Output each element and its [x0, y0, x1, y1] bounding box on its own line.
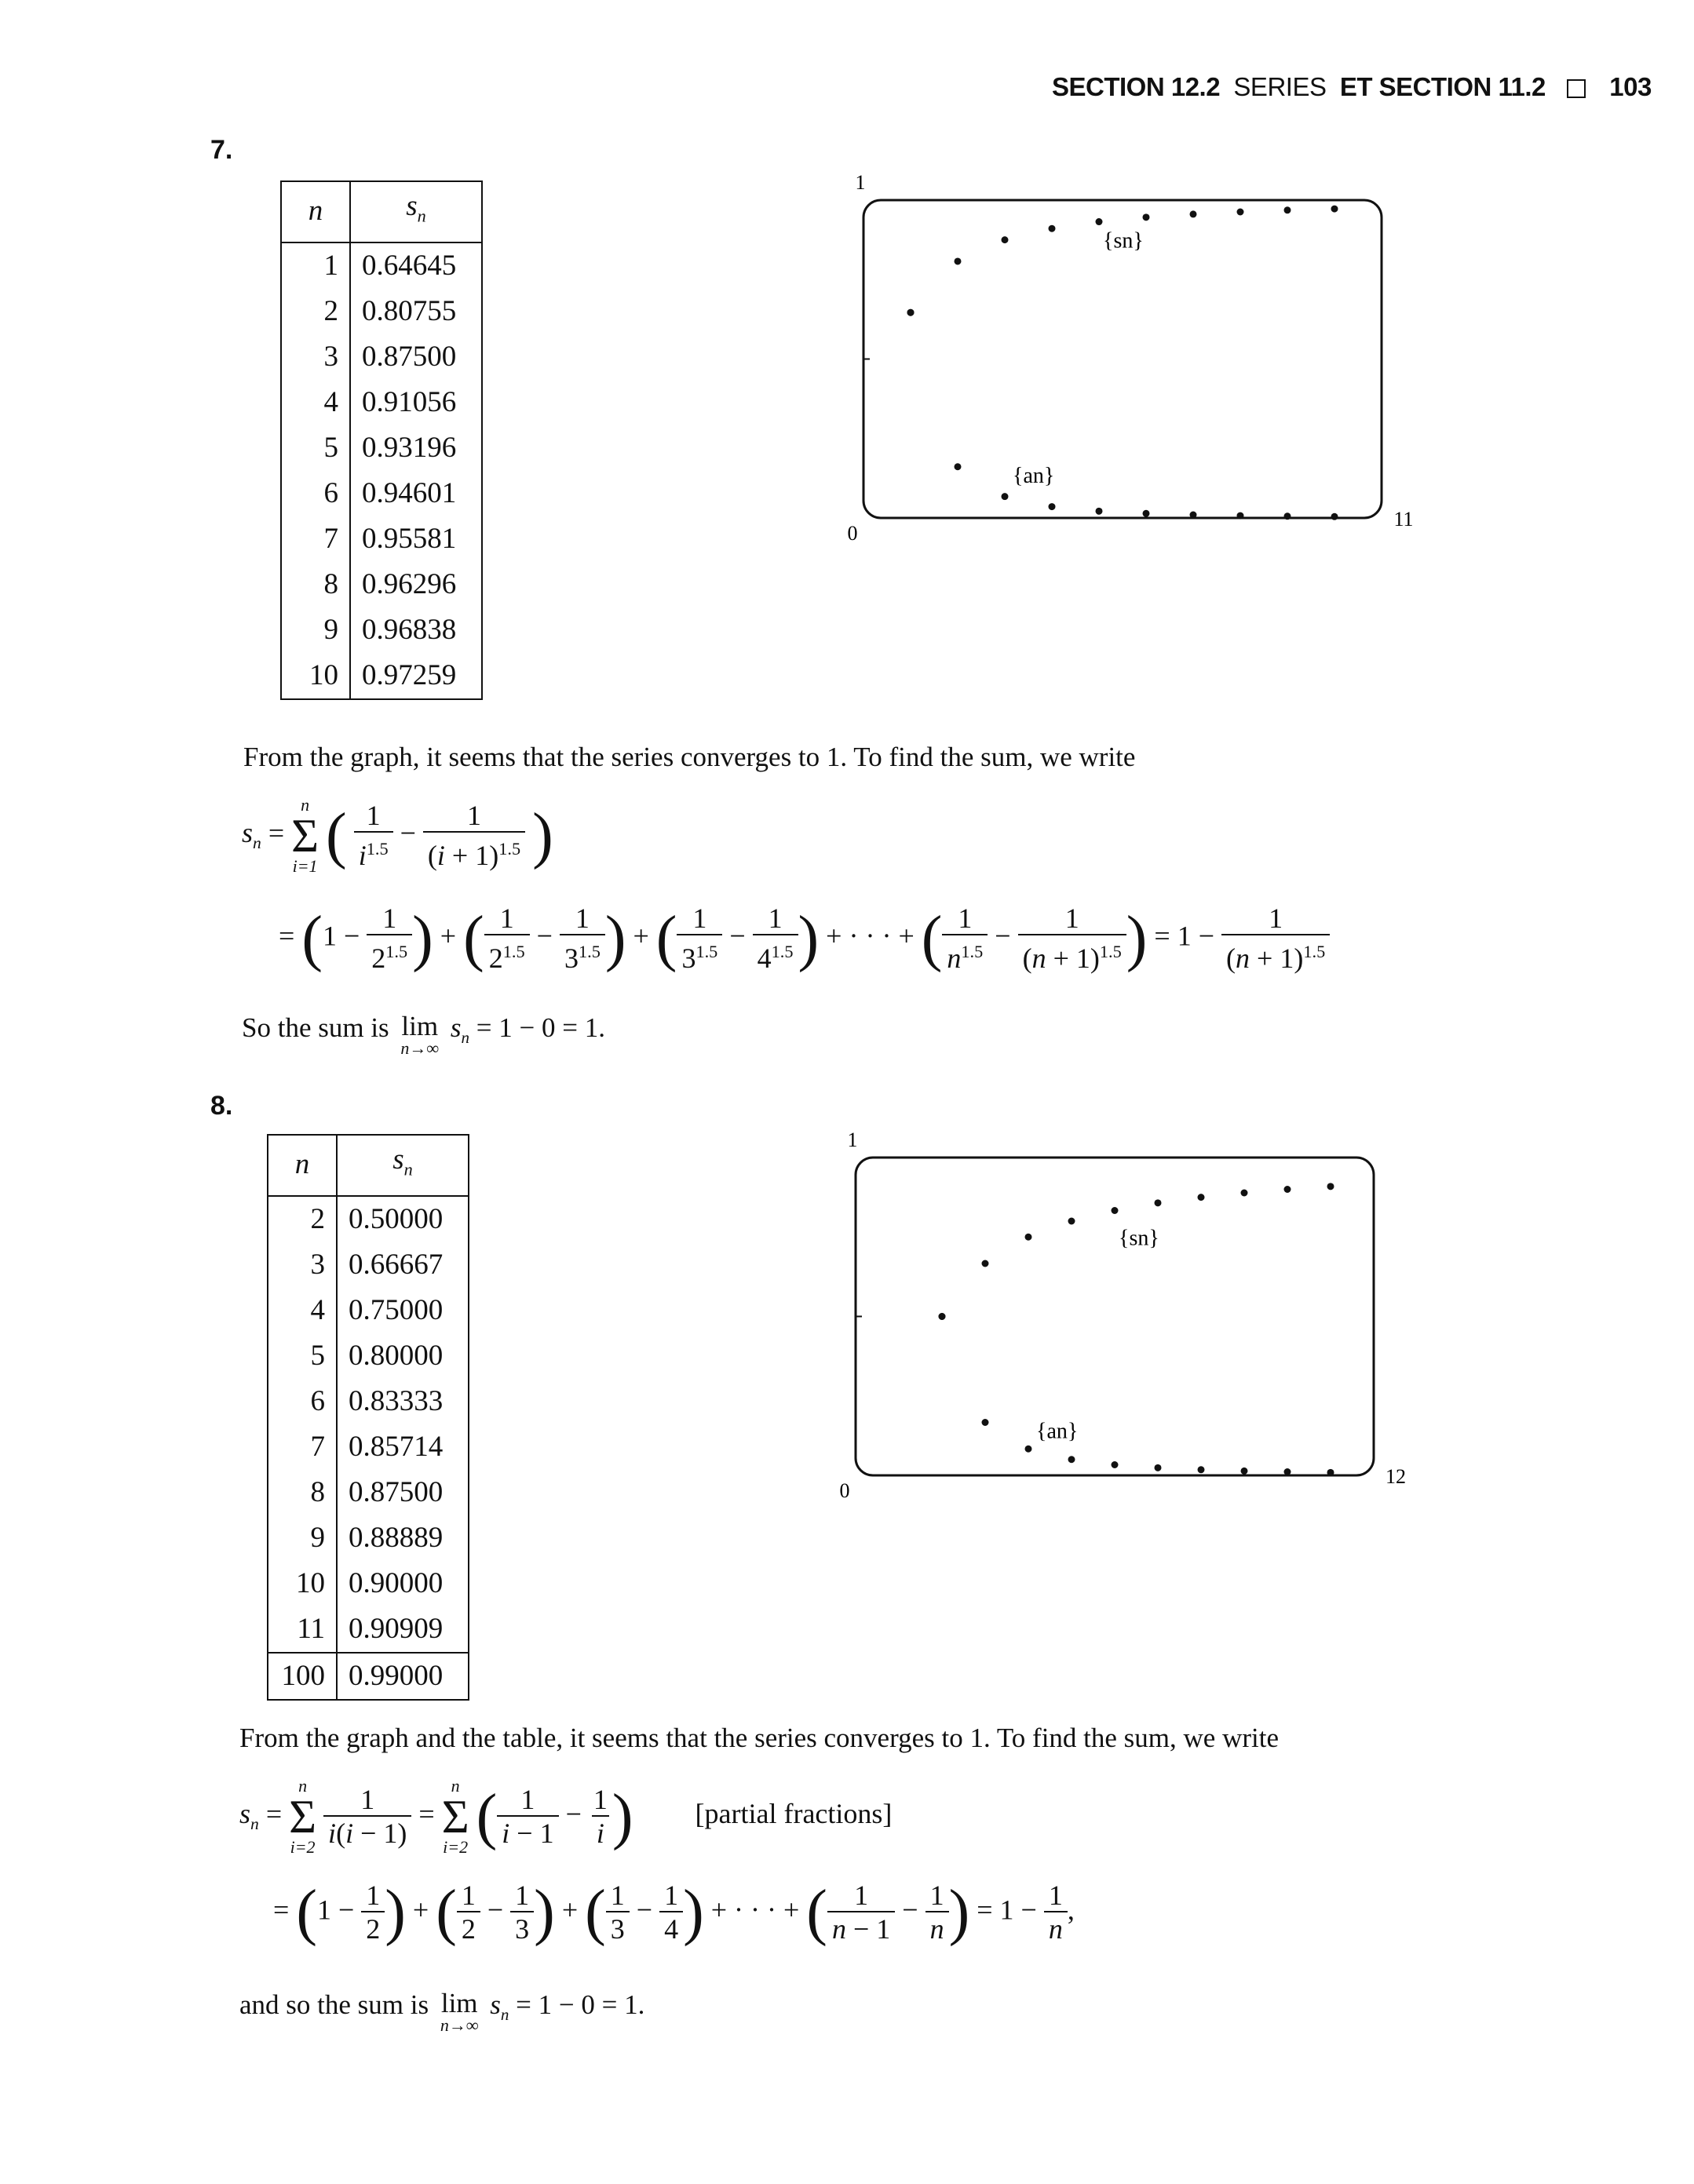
an-point: [1143, 510, 1150, 517]
table-cell-n: 3: [268, 1242, 337, 1288]
sn-point: [1198, 1194, 1205, 1201]
sn-point: [1155, 1199, 1162, 1206]
sn-point: [1002, 236, 1009, 243]
problem-7-text: From the graph, it seems that the series converges to 1. To find the sum, we write: [243, 742, 1136, 772]
table-cell-s: 0.96838: [362, 614, 457, 647]
table-row: [282, 289, 481, 334]
sn-point: [1025, 1234, 1032, 1241]
table-cell-s: 0.87500: [349, 1476, 444, 1509]
table-row: [268, 1606, 468, 1653]
sn-point: [1049, 225, 1056, 232]
header-section: SECTION 12.2: [1052, 72, 1221, 101]
table-cell-s: 0.93196: [362, 432, 457, 465]
problem-7-conclusion-text: So the sum is: [242, 1012, 389, 1043]
table-cell-n: 5: [268, 1333, 337, 1379]
table-cell-n: 1: [282, 242, 350, 289]
an-point: [1190, 512, 1197, 519]
sn-point: [1112, 1207, 1119, 1214]
problem-7-equation-1: $s_n$ = n Σ i=1 ( $\frac{1}{i^{1.5}}$ − $\frac{1}{(i + 1)^{1.5}}$ ): [242, 795, 553, 876]
table-header-s: $s_n$: [337, 1136, 468, 1196]
table-cell-s: 0.87500: [362, 341, 457, 374]
an-point: [939, 1313, 946, 1320]
table-row: [268, 1333, 468, 1379]
page-header: [1052, 72, 1652, 102]
sn-series-label: {sn}: [1119, 1226, 1159, 1251]
table-cell-s: 0.94601: [362, 477, 457, 510]
table-cell-n: 10: [282, 653, 350, 698]
table-cell-n: 10: [268, 1561, 337, 1606]
an-point: [1198, 1466, 1205, 1473]
an-point: [907, 309, 915, 316]
table-cell-n: 8: [282, 562, 350, 607]
problem-8-number: 8.: [210, 1091, 233, 1121]
table-cell-s: 0.75000: [349, 1294, 444, 1327]
an-point: [1096, 508, 1103, 515]
table-row: [268, 1470, 468, 1515]
problem-7-graph: [840, 165, 1421, 549]
problem-7-conclusion: So the sum is lim n→∞ $s_n = 1 - 0 = 1$.: [242, 1011, 605, 1058]
table-cell-s: 0.91056: [362, 386, 457, 419]
table-cell-n: 4: [282, 380, 350, 425]
table-cell-s: 0.80755: [362, 295, 457, 328]
an-point: [982, 1419, 989, 1426]
table-cell-n: 6: [282, 471, 350, 516]
table-cell-s: 0.83333: [349, 1385, 444, 1418]
sn-point: [955, 257, 962, 264]
table-row: [282, 653, 481, 698]
sn-point: [1068, 1218, 1075, 1225]
an-point: [1331, 513, 1338, 520]
an-point: [1068, 1456, 1075, 1463]
sn-point: [1190, 210, 1197, 217]
table-cell-n: 7: [268, 1424, 337, 1470]
table-cell-n: 2: [282, 289, 350, 334]
table-row: [282, 471, 481, 516]
problem-8-equation-1: $s_n$ = n Σ i=2 $\frac{1}{i(i - 1)}$ = n Σ i=2 ( $\frac{1}{i - 1}$ − $\frac{1}{i}$ ) [partial fractions]: [239, 1776, 893, 1857]
table-cell-s: 0.97259: [362, 659, 457, 692]
y-axis-top-label: 1: [847, 1128, 858, 1151]
page-number: 103: [1609, 72, 1652, 101]
an-point: [1237, 512, 1244, 520]
table-cell-s: 0.80000: [349, 1340, 444, 1373]
an-point: [1049, 503, 1056, 510]
table-cell-n: 7: [282, 516, 350, 562]
table-row: [282, 242, 481, 289]
x-axis-right-label: 12: [1386, 1465, 1406, 1488]
table-cell-n: 6: [268, 1379, 337, 1424]
table-cell-n: 5: [282, 425, 350, 471]
table-cell-s: 0.64645: [362, 250, 457, 283]
sn-point: [1143, 213, 1150, 221]
problem-8-conclusion: and so the sum is lim n→∞ $s_n = 1 - 0 = 1$.: [239, 1988, 645, 2035]
table-row: [268, 1196, 468, 1242]
an-point: [1002, 493, 1009, 500]
table-cell-n: 9: [282, 607, 350, 653]
an-point: [1327, 1469, 1334, 1476]
x-axis-right-label: 11: [1393, 508, 1414, 531]
graph-frame: [856, 1158, 1374, 1475]
table-row: [268, 1288, 468, 1333]
table-cell-s: 0.95581: [362, 523, 457, 556]
problem-8-text: From the graph and the table, it seems that the series converges to 1. To find the sum, we write: [239, 1723, 1280, 1753]
an-point: [1112, 1461, 1119, 1468]
sn-point: [1241, 1189, 1248, 1196]
table-cell-n: 11: [268, 1606, 337, 1653]
y-axis-top-label: 1: [855, 171, 866, 194]
table-cell-s: 0.90909: [349, 1613, 444, 1646]
problem-8-table: [267, 1134, 469, 1701]
table-cell-n: 2: [268, 1196, 337, 1242]
header-series: SERIES: [1233, 72, 1327, 101]
table-cell-s: 0.50000: [349, 1203, 444, 1236]
table-row: [282, 425, 481, 471]
an-point: [1155, 1464, 1162, 1471]
table-row: [282, 380, 481, 425]
partial-fractions-note: [partial fractions]: [695, 1798, 893, 1830]
table-cell-n: 3: [282, 334, 350, 380]
table-row: [268, 1515, 468, 1561]
an-series-label: {an}: [1013, 463, 1055, 488]
problem-7-equation-2: = (1 − $\frac{1}{2^{1.5}}$ ) + ( $\frac{1}{2^{1.5}}$ − $\frac{1}{3^{1.5}}$ ) + ( $\frac{1}{3^{1.5}}$ − $\frac{1}{4^{1.5}}$ ) + · · · + ( $\frac{1}{n^{1.5}}$ − $\frac{1}{(n + 1)^{1.5}}$ ) = 1 − $\frac{1}{(n + 1)^{1.5}}$: [279, 902, 1330, 975]
sn-point: [1096, 218, 1103, 225]
table-cell-n: 100: [268, 1653, 337, 1699]
sn-series-label: {sn}: [1103, 228, 1144, 253]
table-row: [282, 334, 481, 380]
sn-point: [1331, 206, 1338, 213]
table-cell-n: 8: [268, 1470, 337, 1515]
table-cell-n: 9: [268, 1515, 337, 1561]
y-axis-bottom-label: 0: [839, 1479, 850, 1502]
table-row: [282, 607, 481, 653]
y-axis-bottom-label: 0: [847, 522, 858, 545]
table-cell-s: 0.85714: [349, 1431, 444, 1464]
table-row: [268, 1424, 468, 1470]
table-cell-n: 4: [268, 1288, 337, 1333]
sn-point: [1237, 209, 1244, 216]
an-point: [1241, 1468, 1248, 1475]
table-cell-s: 0.66667: [349, 1249, 444, 1282]
table-header-n: n: [268, 1136, 337, 1196]
an-point: [955, 463, 962, 470]
problem-7-table: [280, 180, 483, 700]
table-row: [268, 1653, 468, 1699]
problem-8-graph: [832, 1122, 1413, 1507]
table-row: [268, 1379, 468, 1424]
sn-point: [1284, 206, 1291, 213]
table-cell-s: 0.99000: [337, 1653, 468, 1699]
header-box-icon: [1567, 79, 1586, 98]
table-row: [282, 562, 481, 607]
problem-8-conclusion-text: and so the sum is: [239, 1989, 429, 2020]
table-header-s: $s_n$: [350, 182, 481, 242]
problem-8-limit-result: = 1 − 0 = 1.: [516, 1989, 645, 2020]
an-point: [1025, 1446, 1032, 1453]
table-row: [268, 1561, 468, 1606]
table-row: [282, 516, 481, 562]
table-cell-s: 0.90000: [349, 1567, 444, 1600]
header-et-section: ET SECTION 11.2: [1339, 72, 1546, 101]
table-row: [268, 1242, 468, 1288]
an-point: [1284, 512, 1291, 520]
problem-7-number: 7.: [210, 135, 233, 165]
sn-point: [1327, 1183, 1334, 1190]
problem-7-limit-result: = 1 − 0 = 1.: [476, 1012, 605, 1043]
sn-point: [1284, 1186, 1291, 1193]
an-point: [1284, 1468, 1291, 1475]
table-header-n: n: [282, 182, 350, 242]
sn-point: [982, 1260, 989, 1267]
table-cell-s: 0.96296: [362, 568, 457, 601]
problem-8-equation-2: = (1 − $\frac{1}{2}$ ) + ( $\frac{1}{2}$ − $\frac{1}{3}$ ) + ( $\frac{1}{3}$ − $\frac{1}{4}$ ) + · · · + ( $\frac{1}{n - 1}$ − $\frac{1}{n}$ ) = 1 − $\frac{1}{n}$ ,: [273, 1878, 1075, 1947]
table-cell-s: 0.88889: [349, 1522, 444, 1555]
an-series-label: {an}: [1036, 1419, 1079, 1444]
